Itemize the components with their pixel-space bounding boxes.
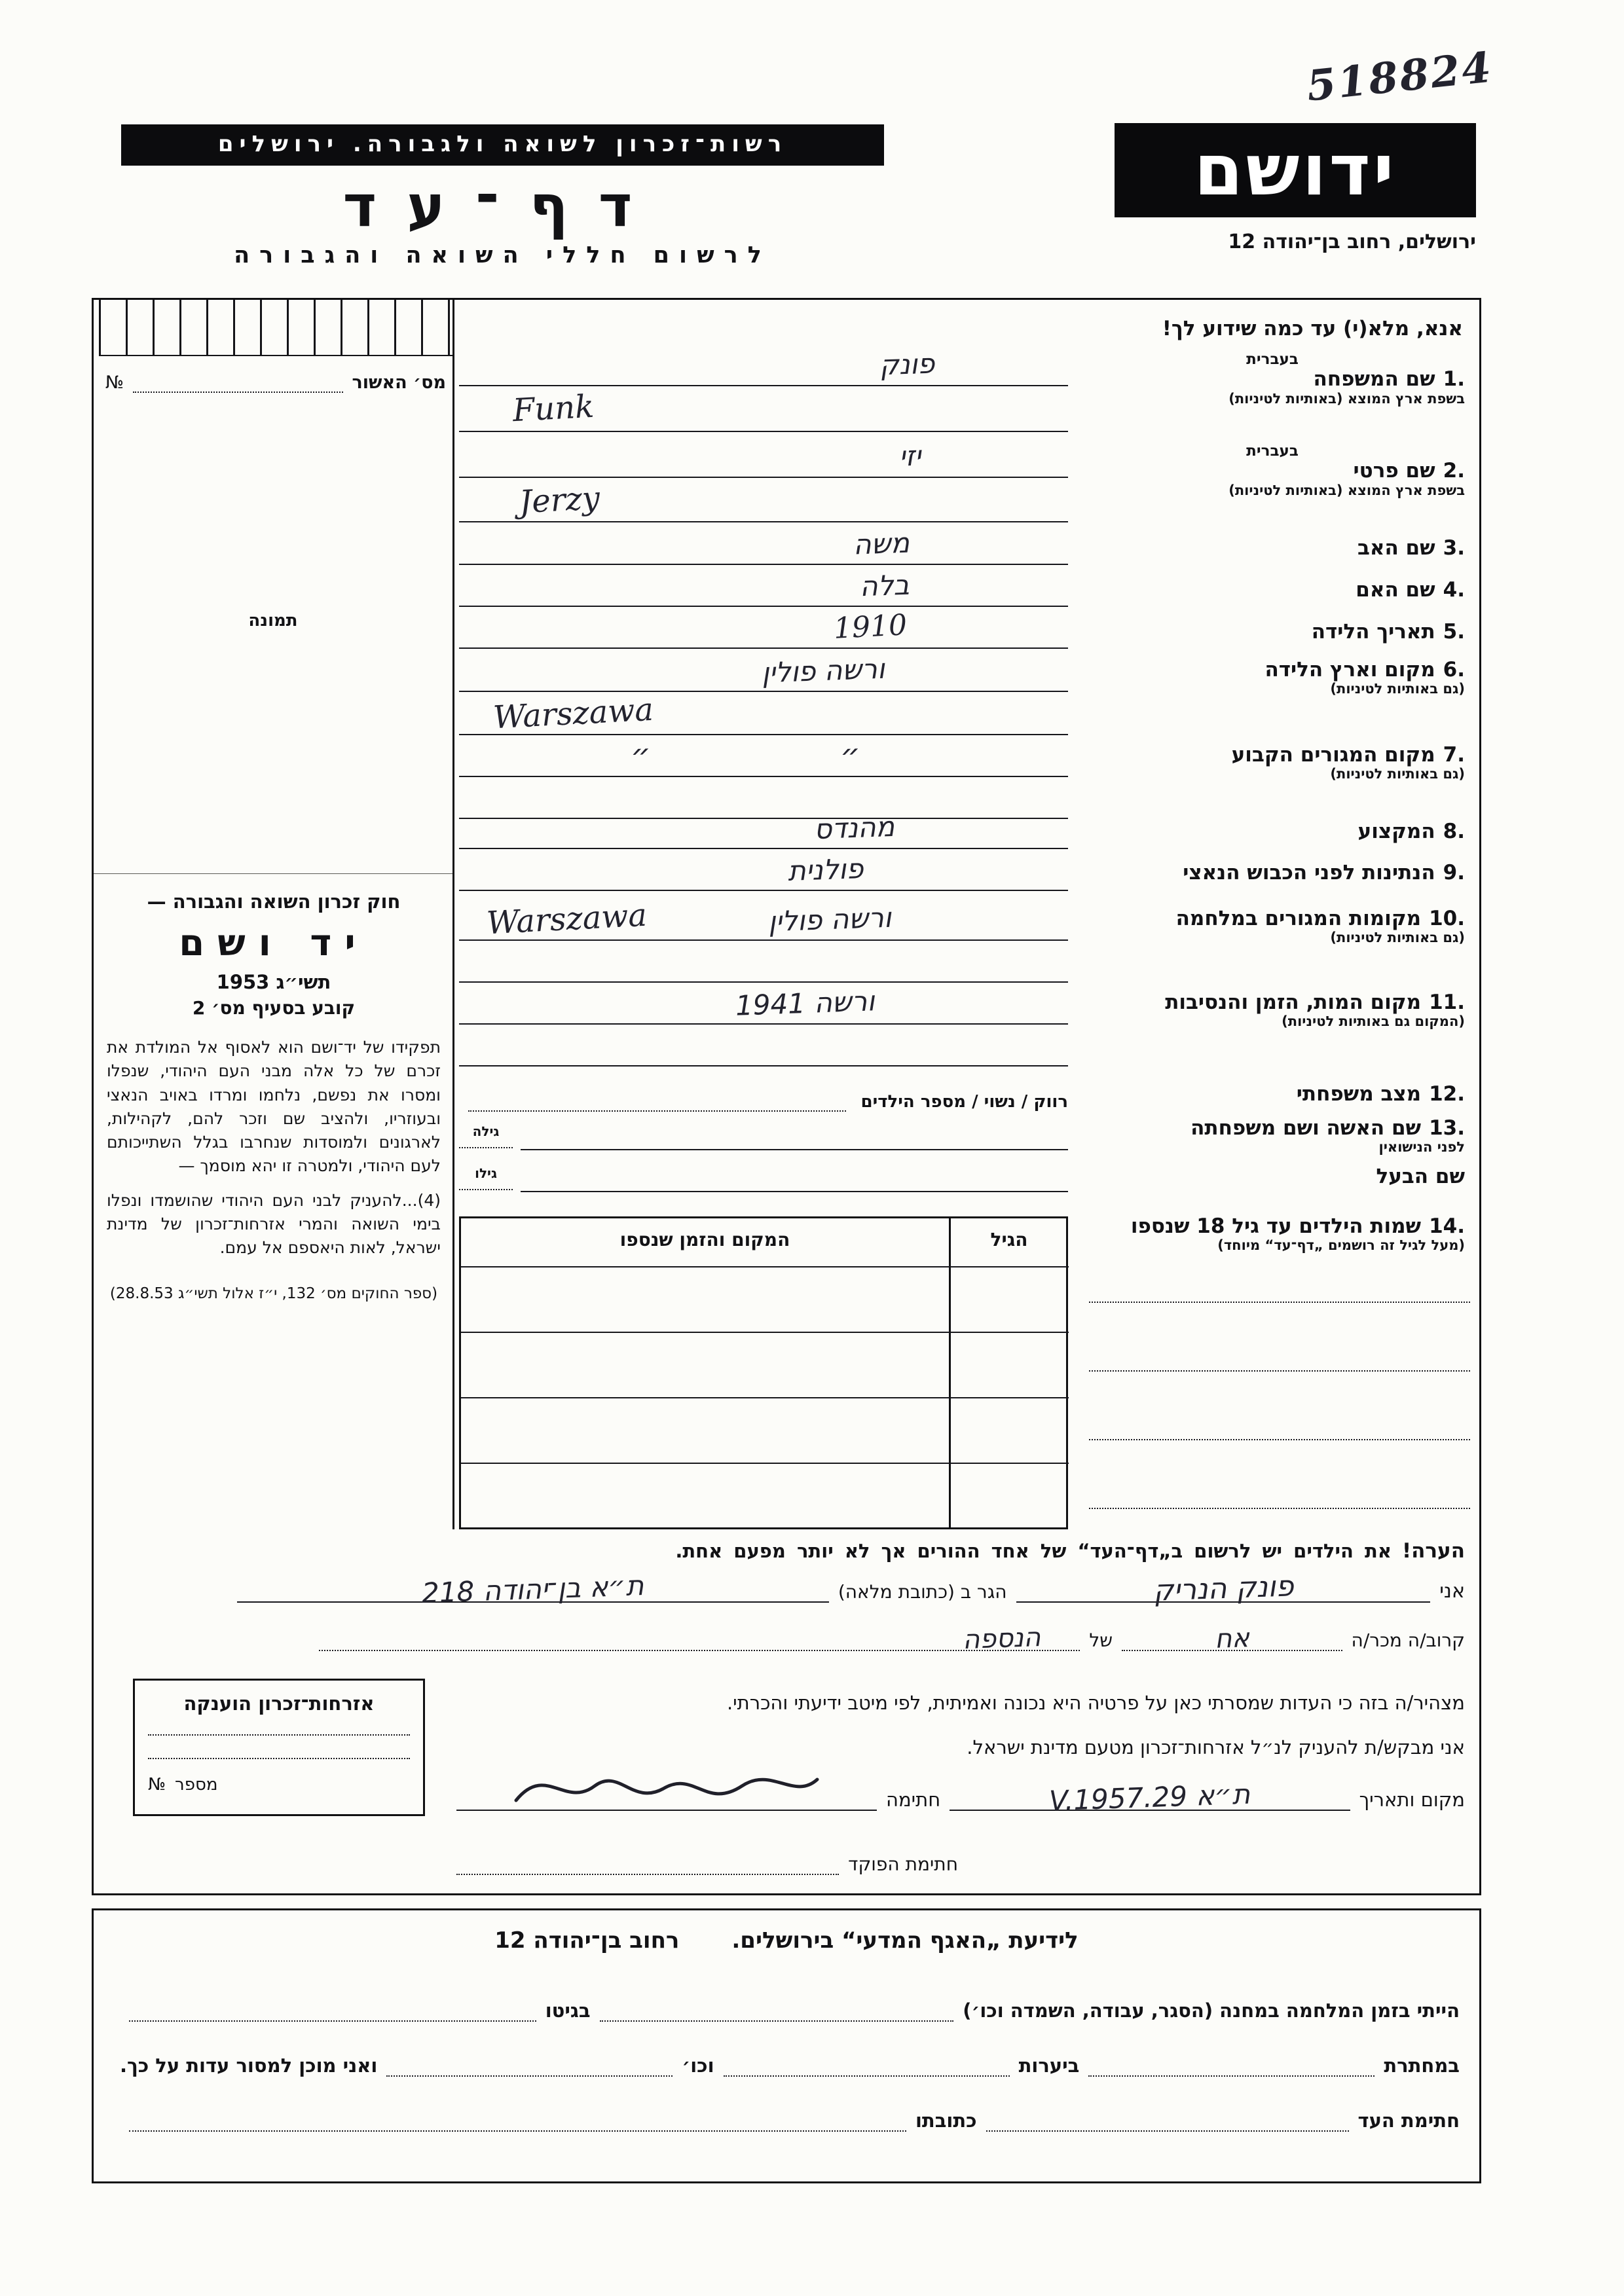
declarant-name-line	[1016, 1568, 1431, 1608]
f10-hand-hebrew: ורשה פולין	[767, 901, 892, 938]
of-whom-line	[319, 1620, 1080, 1656]
stamp-title: אזרחות־זכרון הוענקה	[183, 1692, 375, 1715]
child-name-line-3	[1089, 1439, 1470, 1440]
f10-title: מקומות המגורים במלחמה	[1175, 907, 1422, 930]
f9-line	[459, 890, 1068, 891]
f14-label: 14.שמות הילדים עד גיל 18 שנספו (מעל לגיל זה רושמים „דף־עד“ מיוחד)	[1080, 1215, 1465, 1254]
f8-label: 8.המקצוע	[1357, 820, 1465, 843]
ready-to-testify-label: ואני מוכן למסור עדות על כך.	[119, 2054, 378, 2077]
child-name-line-1	[1089, 1302, 1470, 1303]
law-heading-1: חוק זכרון השואה והגבורה —	[147, 890, 401, 913]
witness-address-line	[129, 2130, 906, 2132]
f7-line-1	[459, 776, 1068, 777]
children-table-age-header: הגיל	[990, 1229, 1028, 1250]
logo-text: ידושם	[1194, 129, 1397, 211]
f1-hand-latin: Funk	[511, 388, 595, 429]
witness-signature-label: חתימת העד	[1357, 2109, 1460, 2132]
f1-below: בשפת ארץ המוצא (באותיות לטיניות)	[1228, 390, 1465, 407]
f7-label: 7.מקום המגורים הקבוע (גם באותיות לטיניות)	[1080, 744, 1465, 782]
forests-line	[724, 2075, 1010, 2077]
f11-line-2	[459, 1065, 1068, 1066]
f13-age-line	[459, 1147, 513, 1148]
f1-title: שם המשפחה	[1313, 367, 1435, 392]
declarant-row	[228, 1562, 1465, 1609]
husband-title: שם הבעל	[1376, 1165, 1465, 1188]
law-heading-2: יד ושם	[179, 922, 369, 964]
husband-age-block	[459, 1165, 513, 1190]
f10-below: (גם באותיות לטיניות)	[1330, 930, 1465, 946]
camps-label: הייתי בזמן המלחמה במחנה (הסגר, עבודה, השמדה וכו׳)	[963, 1999, 1460, 2022]
f2-hand-latin: Jerzy	[518, 479, 601, 521]
official-signature-line	[456, 1874, 839, 1875]
children-table-row-rule-3	[461, 1463, 1069, 1464]
f11-label: 11.מקום המות, הזמן והנסיבות (המקום גם באותיות לטיניות)	[1080, 991, 1465, 1030]
law-body-2: (4)...להעניק לבני העם היהודי שהושמדו ונפלו בימי השואה והמרי אזרחות־זכרון של מדינת ישראל, לאות היאספם אל עמם.	[107, 1190, 441, 1257]
scientific-dept-title	[94, 1927, 1479, 1954]
witness-signature-fill-line	[986, 2130, 1349, 2132]
numero-sign: №	[105, 373, 124, 393]
witness-address-label: כתובתו	[915, 2109, 977, 2132]
declarant-address-hand: ת״א בן־יהודה 218	[421, 1569, 645, 1609]
f1-above: בעברית	[1246, 351, 1299, 368]
f6-hand-hebrew: ורשה פולין	[761, 652, 885, 689]
f6-hand-latin: Warszawa	[492, 691, 655, 737]
note-bold: הערה!	[1401, 1539, 1465, 1563]
etc-label: וכו׳	[682, 2054, 714, 2077]
f8-line	[459, 848, 1068, 849]
children-table-place-header: המקום והזמן שנספו	[619, 1229, 790, 1250]
f9-label: 9.הנתינות לפני הכבוש הנאצי	[1183, 861, 1465, 884]
f5-line	[459, 647, 1068, 649]
f10-line-1	[459, 939, 1068, 941]
approval-number-row	[105, 365, 446, 393]
relation-line	[1122, 1620, 1342, 1654]
f10-label: 10.מקומות המגורים במלחמה (גם באותיות לטיניות)	[1080, 907, 1465, 946]
f14-title: שמות הילדים עד גיל 18 שנספו	[1130, 1214, 1422, 1238]
declarant-address-line	[237, 1569, 829, 1609]
stamp-line-2	[148, 1758, 410, 1759]
declarant-name-hand: פונק הנריק	[1152, 1569, 1294, 1608]
relation-hand: אח	[1214, 1623, 1250, 1654]
f9-title: הנתינות לפני הכבוש הנאצי	[1183, 861, 1435, 884]
f12-options: רווק / נשוי / מספר הילדים	[860, 1092, 1068, 1112]
etc-line	[386, 2075, 673, 2077]
children-table-row-rule-2	[461, 1397, 1069, 1398]
f13-label: 13.שם האשה ושם משפחתה לפני הנישואין	[1080, 1117, 1465, 1156]
form-subtitle: לרשום חללי השואה והגבורה	[234, 242, 771, 268]
f1-line-hebrew	[459, 385, 1068, 386]
f13-age-block	[459, 1123, 513, 1148]
underground-row	[120, 2043, 1460, 2077]
husband-label	[1080, 1165, 1465, 1188]
stamp-line-1	[148, 1734, 410, 1736]
forests-label: ביערות	[1018, 2054, 1080, 2077]
signature-line	[456, 1758, 877, 1811]
law-body: תפקידו של יד־ושם הוא לאסוף אל המולדת את זכרם של כל אלה מבני העם היהודי, שנפלו ומסרו את נפשם, נלחמו ומרדו באויב הנאצי ובעוזריו, ולהציב שם וזכר להם, לקהילות, לארגונים ולמוסדות שנחרבו בגלל השתייכותם לעם היהודי, ולמטרה זו יהא מוסמך —	[107, 1038, 441, 1176]
child-name-line-4	[1089, 1508, 1470, 1509]
f2-label: בעברית 2.שם פרטי בשפת ארץ המוצא (באותיות לטיניות)	[1080, 443, 1465, 498]
place-date-label: מקום ותאריך	[1359, 1789, 1465, 1811]
f1-label: בעברית 1.שם המשפחה בשפת ארץ המוצא (באותיות לטיניות)	[1080, 351, 1465, 407]
f12-options-row	[459, 1084, 1068, 1112]
note-text: את הילדים יש לרשום ב„דף־העד“ של אחד ההורים אך לא יותר מפעם אחת.	[675, 1540, 1392, 1562]
f6-below: (גם באותיות לטיניות)	[1330, 681, 1465, 697]
stamp-number-row	[148, 1775, 410, 1795]
f2-line-latin	[459, 521, 1068, 522]
witness-signature-row	[120, 2098, 1460, 2132]
f4-label: 4.שם האם	[1356, 578, 1465, 602]
approval-number-line	[133, 392, 342, 393]
child-name-line-2	[1089, 1370, 1470, 1372]
of-label: של	[1089, 1630, 1113, 1651]
f3-title: שם האב	[1357, 536, 1435, 560]
f11-line-1	[459, 1023, 1068, 1025]
underground-line	[1088, 2075, 1375, 2077]
f10-hand-latin: Warszawa	[485, 896, 648, 942]
children-table	[459, 1216, 1068, 1529]
main-form-box	[92, 298, 1481, 1895]
photo-area-divider	[94, 873, 452, 874]
f11-hand: ורשה 1941	[735, 985, 876, 1022]
f2-below: בשפת ארץ המוצא (באותיות לטיניות)	[1228, 482, 1465, 498]
law-text-block	[107, 890, 441, 1304]
f3-line	[459, 564, 1068, 565]
signature-label: חתימה	[886, 1789, 941, 1811]
f4-title: שם האם	[1356, 578, 1435, 602]
f12-title: מצב משפחתי	[1296, 1082, 1422, 1106]
f14-below: (מעל לגיל זה רושמים „דף־עד“ מיוחד)	[1217, 1237, 1465, 1254]
f2-title: שם פרטי	[1353, 459, 1435, 483]
f9-hand: פולנית	[787, 852, 864, 887]
f3-hand: משה	[853, 526, 910, 561]
f13-below: לפני הנישואין	[1378, 1139, 1465, 1156]
approval-label: מס׳ האשור	[352, 373, 446, 393]
law-heading-section: קובע בסעיף מס׳ 2	[192, 997, 356, 1019]
address-line: ירושלים, רחוב בן־יהודה 12	[1228, 230, 1476, 253]
f13-line	[521, 1149, 1068, 1150]
note-row	[218, 1539, 1465, 1563]
f6-title: מקום וארץ הלידה	[1264, 658, 1435, 682]
place-date-line	[950, 1777, 1350, 1817]
f12-label: 12.מצב משפחתי	[1296, 1082, 1465, 1106]
relative-label: קרוב/ה מכר/ה	[1351, 1630, 1465, 1651]
f7-ditto-1: ״	[630, 737, 652, 774]
f7-ditto-2: ״	[840, 737, 861, 774]
i-label: אני	[1439, 1580, 1465, 1603]
camps-row	[120, 1988, 1460, 2022]
camps-line	[600, 2020, 954, 2022]
f13-title: שם האשה ושם משפחתה	[1190, 1116, 1422, 1140]
form-title: דף־עד	[342, 172, 663, 240]
law-reference: (ספר החוקים מס׳ 132, י״ז אלול תשי״ג 28.8.53)	[109, 1285, 438, 1303]
stamp-number-label: מספר	[175, 1775, 218, 1795]
authority-banner: רשות־זכרון לשואה ולגבורה. ירושלים	[121, 124, 884, 166]
photo-placeholder-label: תמונה	[248, 611, 298, 630]
request-sentence: אני מבקש/ת להעניק לנ״ל אזרחות־זכרון מטעם מדינת ישראל.	[967, 1736, 1465, 1758]
stamp-numero-sign: №	[148, 1775, 166, 1795]
husband-age-label: גילו	[475, 1165, 497, 1181]
f11-title: מקום המות, הזמן והנסיבות	[1165, 991, 1422, 1014]
underground-label: במחתרת	[1384, 2054, 1460, 2077]
scientific-dept-box	[92, 1908, 1481, 2183]
f6-line-latin	[459, 734, 1068, 735]
f11-below: (המקום גם באותיות לטיניות)	[1282, 1013, 1465, 1030]
f7-below: (גם באותיות לטיניות)	[1330, 766, 1465, 782]
declare-sentence: מצהיר/ה בזה כי העדות שמסרתי כאן על פרטיה היא נכונה ואמיתית, לפי מיטב ידיעתי והכרתי.	[726, 1692, 1465, 1714]
handwritten-serial: 518824	[1304, 43, 1496, 111]
f5-label: 5.תאריך הלידה	[1311, 620, 1465, 644]
scientific-dept-title-b: רחוב בן־יהודה 12	[494, 1927, 680, 1954]
f2-line-hebrew	[459, 477, 1068, 478]
f1-hand-hebrew: פונק	[879, 347, 936, 382]
scientific-dept-title-a: לידיעת „האגף המדעי“ בירושלים.	[731, 1927, 1079, 1954]
f7-line-2	[459, 818, 1068, 819]
ghetto-line	[129, 2020, 536, 2022]
f5-title: תאריך הלידה	[1311, 620, 1435, 644]
official-signature-row	[447, 1849, 958, 1875]
husband-age-line	[459, 1189, 513, 1190]
f6-label: 6.מקום וארץ הלידה (גם באותיות לטיניות)	[1080, 659, 1465, 697]
husband-line	[521, 1191, 1068, 1192]
f3-label: 3.שם האב	[1357, 536, 1465, 560]
yad-vashem-logo	[1115, 123, 1476, 217]
children-table-col-divider	[949, 1218, 951, 1527]
children-table-row-rule-1	[461, 1332, 1069, 1333]
f4-hand: בלה	[859, 568, 910, 603]
residing-label: הגר ב (כתובת מלאה)	[838, 1581, 1007, 1603]
f2-hand-hebrew: יזי	[898, 439, 922, 473]
serial-comb-strip	[99, 300, 452, 356]
place-date-signature-row	[447, 1756, 1465, 1817]
law-heading-year: תשי״ג 1953	[216, 971, 331, 993]
f8-title: המקצוע	[1357, 820, 1435, 843]
f12-children-count-line	[468, 1110, 846, 1112]
relation-row	[310, 1614, 1465, 1656]
official-signature-label: חתימת הפוקד	[848, 1853, 958, 1875]
fill-in-instruction: אנא, מלא(י) עד כמה שידוע לך!	[1162, 317, 1463, 340]
f4-line	[459, 606, 1068, 607]
f1-line-latin	[459, 431, 1068, 432]
children-table-header-rule	[461, 1266, 1069, 1267]
column-divider	[452, 300, 454, 1529]
f6-line-hebrew	[459, 691, 1068, 692]
witness-signature-scribble	[509, 1758, 824, 1812]
f2-above: בעברית	[1246, 443, 1299, 460]
f5-hand: 1910	[832, 608, 908, 646]
of-whom-hand: הנספה	[962, 1622, 1042, 1656]
f13-age-label: גילה	[472, 1123, 500, 1139]
f8-hand: מהנדס	[813, 810, 895, 846]
ghetto-label: בגיטו	[545, 1999, 591, 2022]
header-left	[121, 124, 884, 268]
f7-title: מקום המגורים הקבוע	[1231, 743, 1435, 767]
citizenship-stamp-box	[133, 1679, 425, 1816]
f10-line-2	[459, 981, 1068, 983]
place-date-hand: ת״א 29.V.1957	[1048, 1777, 1251, 1817]
